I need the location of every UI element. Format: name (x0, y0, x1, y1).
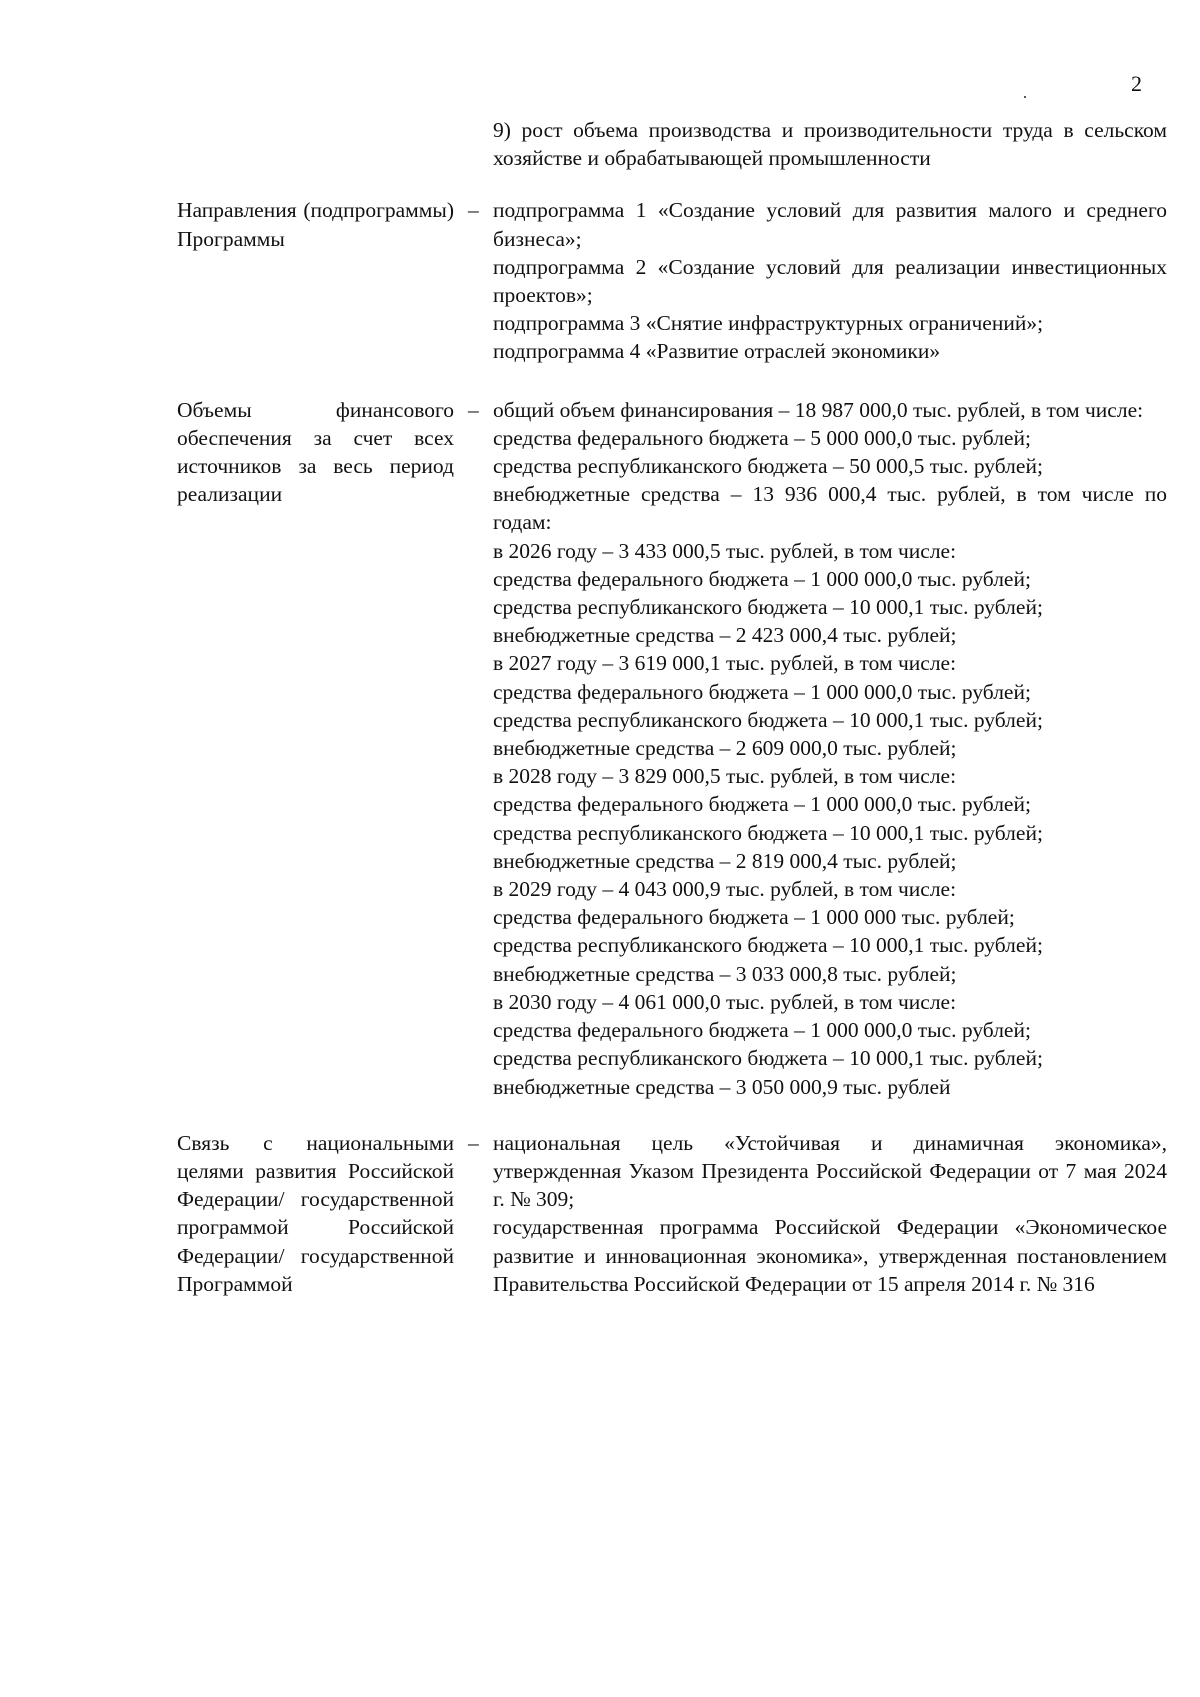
value-line: подпрограмма 1 «Создание условий для развития малого и среднего бизнеса»; (493, 198, 1167, 251)
row-directions (177, 196, 1167, 365)
value-line: средства республиканского бюджета – 10 000,1 тыс. рублей; (493, 595, 1043, 620)
row-dash: – (468, 397, 479, 422)
row-label: Объемы финансового обеспечения за счет всех источников за весь период реализации (177, 397, 454, 507)
program-passport-table (177, 116, 1167, 1298)
value-line: средства федерального бюджета – 1 000 000,0 тыс. рублей; (493, 1018, 1031, 1043)
value-line: средства республиканского бюджета – 10 000,1 тыс. рублей; (493, 707, 1043, 732)
value-line: средства республиканского бюджета – 10 000,1 тыс. рублей; (493, 933, 1043, 958)
row-national-goals (177, 1129, 1167, 1298)
value-line: средства федерального бюджета – 1 000 000,0 тыс. рублей; (493, 792, 1031, 817)
value-line: государственная программа Российской Федерации «Экономическое развитие и инновационная экономика», утвержденная постановлением Правительства Российской Федерации от 15 апреля 2014 г. № 316 (493, 1215, 1167, 1296)
value-line: средства федерального бюджета – 1 000 000,0 тыс. рублей; (493, 679, 1031, 704)
value-line: средства республиканского бюджета – 10 000,1 тыс. рублей; (493, 1046, 1043, 1071)
value-line: внебюджетные средства – 2 609 000,0 тыс. рублей; (493, 736, 957, 761)
row-dash: – (468, 198, 479, 223)
continuation-row (177, 116, 1167, 172)
row-value (493, 1129, 1167, 1298)
value-line: подпрограмма 3 «Снятие инфраструктурных ограничений»; (493, 311, 1044, 336)
value-line: средства федерального бюджета – 1 000 000,0 тыс. рублей; (493, 566, 1031, 591)
value-line: средства федерального бюджета – 5 000 000,0 тыс. рублей; (493, 425, 1031, 450)
value-line: средства федерального бюджета – 1 000 000 тыс. рублей; (493, 905, 1015, 930)
value-line: подпрограмма 4 «Развитие отраслей экономики» (493, 339, 941, 364)
value-line: общий объем финансирования – 18 987 000,0 тыс. рублей, в том числе: (493, 397, 1144, 422)
value-line: национальная цель «Устойчивая и динамичная экономика», утвержденная Указом Президента Российской Федерации от 7 мая 2024 г. № 309; (493, 1130, 1167, 1212)
row-value (493, 196, 1167, 365)
row-dash: – (468, 1130, 479, 1155)
value-line: в 2028 году – 3 829 000,5 тыс. рублей, в том числе: (493, 764, 957, 789)
row-label: Направления (подпрограммы) Программы (177, 198, 454, 251)
value-line: внебюджетные средства – 2 819 000,4 тыс. рублей; (493, 848, 957, 873)
value-line: средства республиканского бюджета – 50 000,5 тыс. рублей; (493, 454, 1043, 479)
value-line: в 2027 году – 3 619 000,1 тыс. рублей, в том числе: (493, 651, 957, 676)
row-label: Связь с национальными целями развития Российской Федерации/ государственной программой Российской Федерации/ государственной Программой (177, 1130, 454, 1296)
page-number: 2 (1131, 71, 1142, 96)
value-line: в 2026 году – 3 433 000,5 тыс. рублей, в том числе: (493, 538, 957, 563)
value-line: внебюджетные средства – 2 423 000,4 тыс. рублей; (493, 623, 957, 648)
continuation-value (493, 116, 1167, 172)
value-line: подпрограмма 2 «Создание условий для реализации инвестиционных проектов»; (493, 254, 1167, 308)
value-line: внебюджетные средства – 3 033 000,8 тыс. рублей; (493, 961, 957, 986)
value-line: внебюджетные средства – 13 936 000,4 тыс. рублей, в том числе по годам: (493, 482, 1167, 535)
value-line: средства республиканского бюджета – 10 000,1 тыс. рублей; (493, 820, 1043, 845)
scan-speck (1024, 96, 1026, 98)
continuation-line: 9) рост объема производства и производительности труда в сельском хозяйстве и обрабатывающей промышленности (493, 118, 1167, 171)
value-line: внебюджетные средства – 3 050 000,9 тыс. рублей (493, 1074, 951, 1099)
row-financing (177, 396, 1167, 1101)
value-line: в 2030 году – 4 061 000,0 тыс. рублей, в том числе: (493, 989, 957, 1014)
row-value (493, 396, 1167, 1101)
value-line: в 2029 году – 4 043 000,9 тыс. рублей, в том числе: (493, 877, 957, 902)
